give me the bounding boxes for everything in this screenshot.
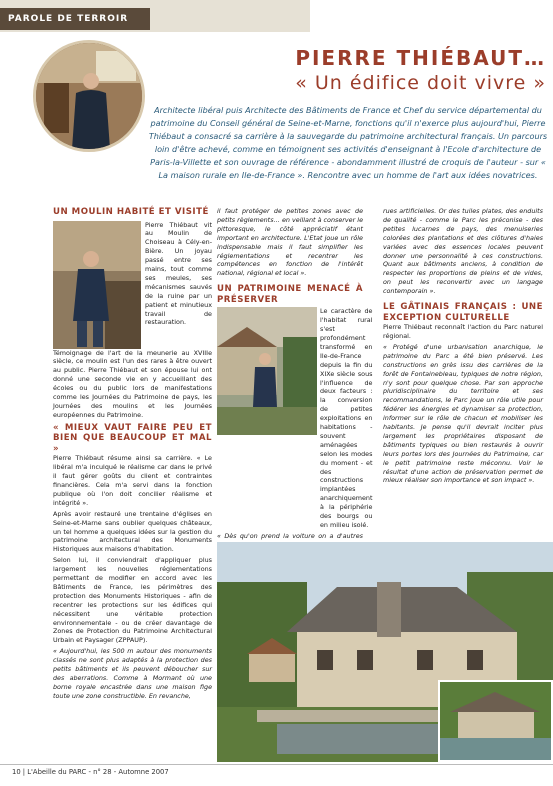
photo-village-man — [217, 307, 317, 435]
text-p2: Pierre Thiébaut résume ainsi sa carrière. « Le libéral m'a inculqué le réalisme car dans le privé il faut gérer goûts du client et contraintes financières. Cela m'a servi dans la fonction publique où l'on doit concilier réalisme et intégrité ». — [53, 454, 212, 507]
portrait-photo — [33, 40, 145, 152]
text-c2-p3: « Dès qu'on prend la voiture on a d'autres — [217, 531, 363, 540]
heading-patrimoine: UN PATRIMOINE MENACÉ À PRÉSERVER — [217, 284, 363, 305]
heading-gatinais: LE GÂTINAIS FRANÇAIS : UNE EXCEPTION CULTURELLE — [383, 302, 543, 323]
text-c3-p1: rues artificielles. Or des tuiles plates, des enduits de qualité - comme le Parc les préconise - des petites lucarnes de pays, des menuiseries colorées des plantations et des clôtures d'haies variées avec des essences locales peuvent donner une personnalité à ces constructions. Quant aux bâtiments anciens, à condition de respecter les proportions de pleins et de vides, on peut les reconvertir avec un langage contemporain ». — [383, 207, 543, 296]
column-2 — [217, 207, 373, 578]
text-c2-p1: il faut protéger de petites zones avec de petits règlements… en veillant à conserver le pittoresque, le côté appréciatif étant important en architecture. L'Etat joue un rôle indispensable mais il faut simplifier les réglementations et recentrer les compétences en fonction de l'intérêt national, régional et local ». — [217, 207, 363, 278]
section-rubric: PAROLE DE TERROIR — [0, 8, 150, 30]
text-c3-p3: « Protégé d'une urbanisation anarchique, le patrimoine du Parc a été bien préservé. Les constructions en grès issu des carrières de la forêt de Fontainebleau, typiques de notre région, n'y sont pour quelque chose. Par son approche pluridisciplinaire du territoire et ses recommandations, le Parc joue un rôle utile pour fédérer les énergies et dynamiser sa protection, informer sur le rôle de chacun et mobiliser les habitants. Je pense qu'il devrait inciter plus largement les propriétaires disposant de bâtiments typiques ou bien restaurés à ouvrir leurs portes lors des Journées du Patrimoine, car le petit patrimoine reste méconnu. Voir le résultat d'une action de préservation permet de mieux réaliser son importance et son impact ». — [383, 342, 543, 485]
column-1 — [53, 207, 212, 703]
article-title: PIERRE THIÉBAUT… — [295, 46, 546, 70]
text-c2-p2: Le caractère de l'habitat rural s'est profondément transformé en Ile-de-France depuis la fin du XIXe siècle sous l'influence de deux facteurs : la conversion de petites exploitations en habitations - souvent aménagées selon les modes du moment - et des constructions implantées anarchiquement à la périphérie des bourgs ou en milieu isolé. — [320, 307, 373, 529]
photo-lavoir-inset — [438, 680, 553, 762]
article-intro: Architecte libéral puis Architecte des Bâtiments de France et Chef du service départemental du patrimoine du Conseil général de Seine-et-Marne, fonctions qu'il n'exerce plus aujourd'hui, Pierre Thiébaut a consacré sa carrière à la sauvegarde du patrimoine architectural français. Un parcours loin d'être achevé, comme en témoignent ses activités d'enseignant à l'Ecole d'architecture de Paris-la-Villette et son ouvrage de référence - abondamment illustré de croquis de l'auteur - sur « La maison rurale en Ile-de-France ». Rencontre avec un homme de l'art aux idées novatrices. — [148, 105, 548, 180]
text-p5: « Aujourd'hui, les 500 m autour des monuments classés ne sont plus adaptés à la protection des petits bâtiments et ils peuvent déboucher sur des aberrations. Comme à Mormant où une borne royale encastrée dans une maison fige toute une zone constructible. En revanche, — [53, 647, 212, 700]
photo-miller — [53, 221, 141, 349]
text-p4: Selon lui, il conviendrait d'appliquer plus largement les nouvelles réglementations permettant de modifier en accord avec les Bâtiments de France, les périmètres des protection des Monuments Historiques - afin de recentrer les protections sur les édifices qui nécessitent une véritable protection environnementale - ou de créer davantage de Zones de Protection du Patrimoine Architectural Urbain et Paysager (ZPPAUP). — [53, 556, 212, 645]
heading-moulin: UN MOULIN HABITÉ ET VISITÉ — [53, 207, 209, 217]
heading-mieux-vaut: « MIEUX VAUT FAIRE PEU ET BIEN QUE BEAUCOUP ET MAL » — [53, 422, 212, 454]
text-c3-p2: Pierre Thiébaut reconnaît l'action du Parc naturel régional. — [383, 323, 543, 340]
footer-rule — [0, 764, 553, 765]
text-moulin-body: Témoignage de l'art de la meunerie au XVIIIe siècle, ce moulin est l'un des rares à être ouvert au public. Pierre Thiébaut et son épouse lui ont donné une seconde vie en y accueillant des écoles ou du public lors de manifestations comme les Journées du Patrimoine de pays, les Journées des moulins et les Journées européennes du Patrimoine. — [53, 348, 212, 419]
text-moulin-intro: Pierre Thiébaut vit au Moulin de Choiseau à Cély-en-Bière. Un joyau passé entre ses mains, tout comme ses meules, ses mécanismes sauvés de la ruine par un patient et minutieux travail de restauration. — [145, 220, 212, 327]
text-p3: Après avoir restauré une trentaine d'églises en Seine-et-Marne sans oublier quelques châteaux, un tel homme a quelques idées sur la gestion du patrimoine architectural des Monuments Historiques aux maisons d'habitation. — [53, 509, 212, 554]
column-3 — [383, 207, 543, 487]
page-footer: 10 | L'Abeille du PARC - n° 28 - Automne 2007 — [12, 768, 169, 776]
article-subtitle: « Un édifice doit vivre » — [295, 72, 546, 94]
